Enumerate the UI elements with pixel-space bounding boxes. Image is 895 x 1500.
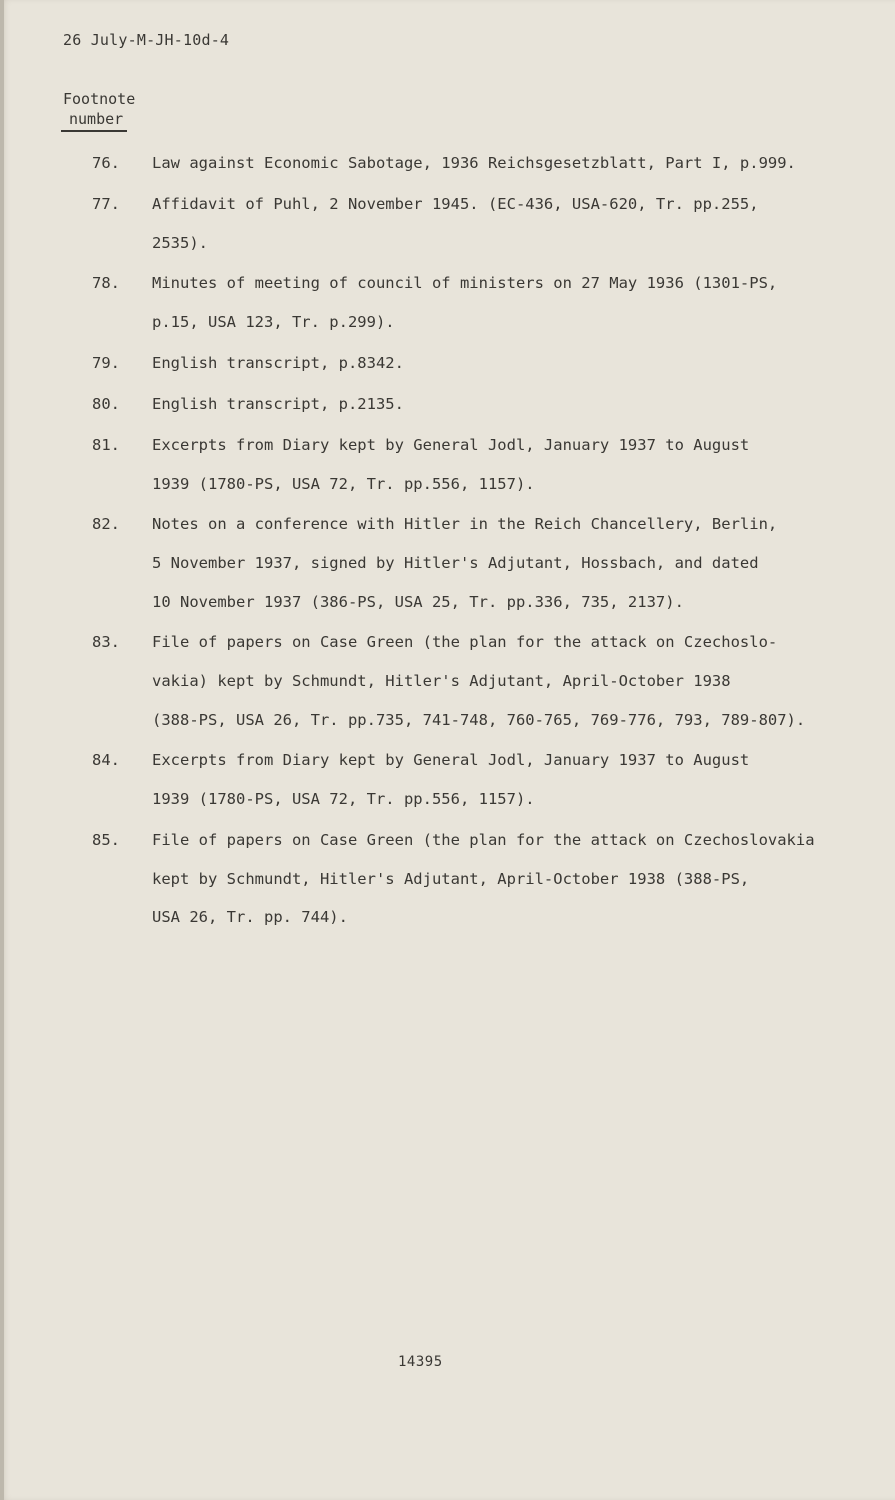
footnote-text — [152, 741, 852, 818]
footnote-text-line: 1939 (1780-PS, USA 72, Tr. pp.556, 1157). — [152, 474, 535, 493]
footnote-text — [152, 344, 852, 383]
footnote-item — [92, 821, 852, 937]
page-number: 14395 — [398, 1354, 443, 1370]
footnote-text-line: Affidavit of Puhl, 2 November 1945. (EC-436, USA-620, Tr. pp.255, — [152, 195, 759, 213]
footnote-text — [152, 623, 852, 739]
footnote-text — [152, 426, 852, 503]
footnote-item — [92, 623, 852, 739]
footnote-number: 79. — [92, 353, 120, 372]
footnote-text-line: 2535). — [152, 233, 208, 252]
footnote-text-line: Notes on a conference with Hitler in the Reich Chancellery, Berlin, — [152, 515, 778, 534]
page-edge-shadow — [0, 0, 4, 1500]
footnote-text-line: File of papers on Case Green (the plan for the attack on Czechoslovakia — [152, 830, 815, 849]
footnote-text — [152, 821, 852, 937]
footnote-number: 80. — [92, 394, 120, 413]
footnote-text-line: p.15, USA 123, Tr. p.299). — [152, 313, 395, 332]
footnote-number: 82. — [92, 515, 120, 534]
footnote-text-line: File of papers on Case Green (the plan for the attack on Czechoslo- — [152, 633, 778, 652]
footnote-number: 85. — [92, 830, 120, 849]
footnote-text-line: English transcript, p.2135. — [152, 394, 404, 413]
footnote-text-line: 5 November 1937, signed by Hitler's Adjutant, Hossbach, and dated — [152, 553, 759, 572]
footnote-text-line: Minutes of meeting of council of ministers on 27 May 1936 (1301-PS, — [152, 274, 778, 293]
footnote-text-line: Law against Economic Sabotage, 1936 Reichsgesetzblatt, Part I, p.999. — [152, 154, 796, 172]
footnote-item — [92, 741, 852, 818]
footnote-text — [152, 185, 852, 262]
footnote-text — [152, 264, 852, 341]
footnote-item — [92, 144, 852, 183]
footnote-text — [152, 505, 852, 621]
document-reference: 26 July-M-JH-10d-4 — [63, 31, 230, 49]
footnote-text-line: 10 November 1937 (386-PS, USA 25, Tr. pp.336, 735, 2137). — [152, 592, 684, 611]
column-heading-line2: number — [61, 109, 127, 132]
footnote-item — [92, 344, 852, 383]
footnote-text-line: kept by Schmundt, Hitler's Adjutant, April-October 1938 (388-PS, — [152, 869, 750, 888]
footnote-text-line: Excerpts from Diary kept by General Jodl, January 1937 to August — [152, 751, 750, 770]
footnote-text-line: USA 26, Tr. pp. 744). — [152, 908, 348, 927]
footnote-number: 84. — [92, 751, 120, 770]
footnote-number: 78. — [92, 274, 120, 293]
footnote-text-line: Excerpts from Diary kept by General Jodl, January 1937 to August — [152, 435, 750, 454]
column-heading — [63, 89, 135, 132]
footnote-item — [92, 185, 852, 262]
footnote-item — [92, 505, 852, 621]
footnote-item — [92, 264, 852, 341]
footnote-item — [92, 426, 852, 503]
footnote-text-line: (388-PS, USA 26, Tr. pp.735, 741-748, 760-765, 769-776, 793, 789-807). — [152, 710, 806, 729]
column-heading-line1: Footnote — [63, 90, 136, 108]
footnote-number: 76. — [92, 154, 120, 172]
footnote-text-line: vakia) kept by Schmundt, Hitler's Adjutant, April-October 1938 — [152, 672, 731, 691]
footnote-number: 81. — [92, 435, 120, 454]
footnote-number: 77. — [92, 195, 120, 213]
footnote-text — [152, 385, 852, 424]
footnote-item — [92, 385, 852, 424]
footnote-text-line: 1939 (1780-PS, USA 72, Tr. pp.556, 1157). — [152, 790, 535, 809]
footnote-number: 83. — [92, 633, 120, 652]
footnote-list — [92, 144, 852, 939]
footnote-text-line: English transcript, p.8342. — [152, 353, 404, 372]
footnote-text — [152, 144, 852, 183]
